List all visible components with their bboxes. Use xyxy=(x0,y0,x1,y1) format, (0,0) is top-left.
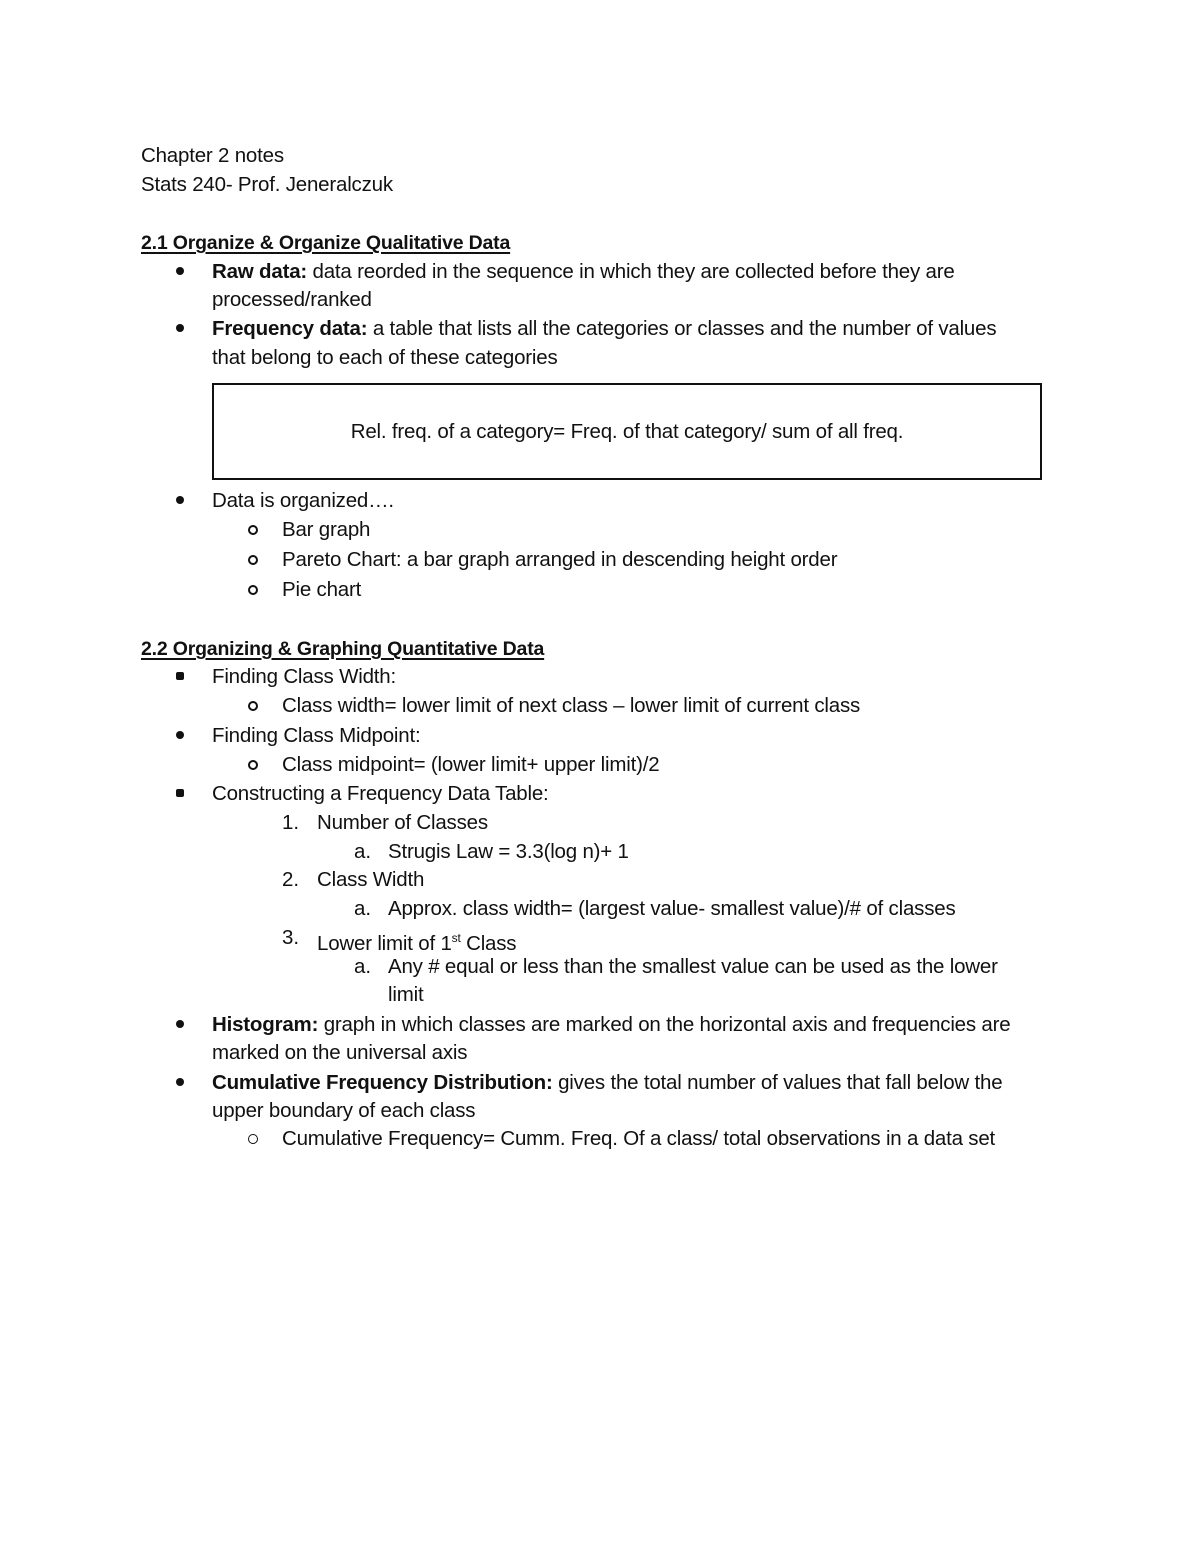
sub-item-bar-graph: Bar graph xyxy=(282,518,371,541)
sub-item-pareto-chart: Pareto Chart: a bar graph arranged in descending height order xyxy=(282,548,838,571)
frequency-data-continuation: that belong to each of these categories xyxy=(212,346,558,369)
bullet-icon xyxy=(176,1020,184,1028)
course-line: Stats 240- Prof. Jeneralczuk xyxy=(141,173,393,196)
step-lower-limit-suffix: Class xyxy=(460,931,517,955)
hollow-bullet-icon xyxy=(248,525,258,535)
histogram-item xyxy=(212,1011,1010,1039)
class-midpoint-formula: Class midpoint= (lower limit+ upper limit)/2 xyxy=(282,753,660,776)
term-label: Cumulative Frequency Distribution: xyxy=(212,1071,553,1094)
bullet-icon xyxy=(176,1078,184,1086)
step-any-number-continuation: limit xyxy=(388,983,424,1006)
step-lower-limit-text: Lower limit of 1 xyxy=(317,931,452,955)
bullet-icon xyxy=(176,324,184,332)
histogram-continuation: marked on the universal axis xyxy=(212,1041,468,1064)
bullet-icon xyxy=(176,496,184,504)
step-number-of-classes: Number of Classes xyxy=(317,811,488,834)
class-width-formula: Class width= lower limit of next class – lower limit of current class xyxy=(282,694,861,717)
constructing-item: Constructing a Frequency Data Table: xyxy=(212,782,549,805)
sub-item-pie-chart: Pie chart xyxy=(282,578,362,601)
definition-text: a table that lists all the categories or classes and the number of values xyxy=(367,317,997,340)
raw-data-item xyxy=(212,258,955,286)
hollow-bullet-icon xyxy=(248,1134,258,1144)
hollow-bullet-icon xyxy=(248,701,258,711)
step-letter: a. xyxy=(354,955,372,978)
definition-text: gives the total number of values that fall below the xyxy=(552,1071,1003,1094)
step-approx-class-width: Approx. class width= (largest value- smallest value)/# of classes xyxy=(388,897,956,920)
document-title: Chapter 2 notes xyxy=(141,144,284,167)
definition-text: graph in which classes are marked on the horizontal axis and frequencies are xyxy=(318,1013,1011,1036)
step-number: 3. xyxy=(282,926,300,949)
bullet-icon xyxy=(176,789,184,797)
bullet-icon xyxy=(176,731,184,739)
step-number: 2. xyxy=(282,868,300,891)
raw-data-continuation: processed/ranked xyxy=(212,288,372,311)
class-width-item: Finding Class Width: xyxy=(212,665,396,688)
section-heading-2-1: 2.1 Organize & Organize Qualitative Data xyxy=(141,232,511,254)
step-any-number: Any # equal or less than the smallest value can be used as the lower xyxy=(388,955,998,978)
step-number: 1. xyxy=(282,811,300,834)
bullet-icon xyxy=(176,267,184,275)
step-class-width: Class Width xyxy=(317,868,425,891)
term-label: Histogram: xyxy=(212,1013,319,1036)
step-strugis-law: Strugis Law = 3.3(log n)+ 1 xyxy=(388,840,629,863)
hollow-bullet-icon xyxy=(248,555,258,565)
relative-frequency-formula: Rel. freq. of a category= Freq. of that category/ sum of all freq. xyxy=(350,419,904,443)
ordinal-suffix: st xyxy=(451,931,461,945)
step-letter: a. xyxy=(354,840,372,863)
cumulative-continuation: upper boundary of each class xyxy=(212,1099,476,1122)
term-label: Frequency data: xyxy=(212,317,368,340)
bullet-icon xyxy=(176,672,184,680)
class-midpoint-item: Finding Class Midpoint: xyxy=(212,724,421,747)
section-heading-2-2: 2.2 Organizing & Graphing Quantitative Data xyxy=(141,638,545,660)
formula-box xyxy=(212,383,1042,480)
data-organized-item: Data is organized…. xyxy=(212,489,394,512)
cumulative-item xyxy=(212,1069,1002,1097)
definition-text: data reorded in the sequence in which they are collected before they are xyxy=(307,260,955,283)
frequency-data-item xyxy=(212,315,996,343)
cumulative-formula: Cumulative Frequency= Cumm. Freq. Of a class/ total observations in a data set xyxy=(282,1127,996,1150)
term-label: Raw data: xyxy=(212,260,308,283)
hollow-bullet-icon xyxy=(248,585,258,595)
hollow-bullet-icon xyxy=(248,760,258,770)
step-letter: a. xyxy=(354,897,372,920)
